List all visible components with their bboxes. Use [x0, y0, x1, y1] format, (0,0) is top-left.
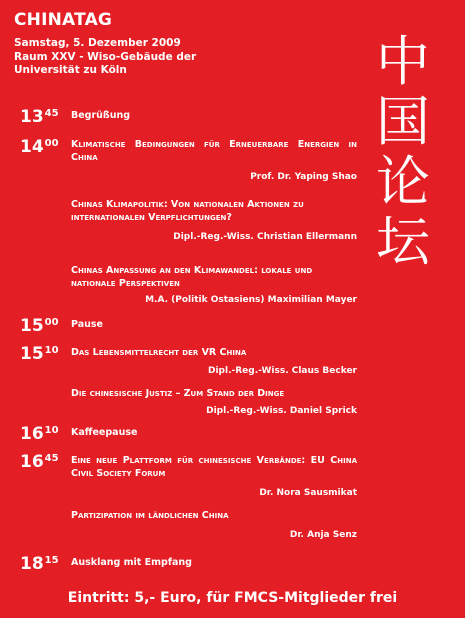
chinese-vertical-title: [373, 32, 433, 272]
schedule-item: Pause: [71, 319, 103, 330]
time-hour: 13: [20, 107, 44, 127]
time-minute: 00: [44, 138, 59, 149]
talk-title: Die chinesische Justiz – Zum Stand der Dinge: [71, 388, 285, 399]
event-date: Samstag, 5. Dezember 2009: [14, 37, 181, 49]
hanzi-char: 国: [376, 90, 430, 153]
talk-title: Chinas Anpassung an den Klimawandel: lokale und nationale Perspektiven: [71, 265, 313, 289]
hanzi-char: 坛: [376, 210, 430, 273]
time-slot: [20, 314, 59, 335]
schedule-item: Begrüßung: [71, 110, 131, 121]
talk-speaker: Dipl.-Reg.-Wiss. Christian Ellermann: [173, 232, 357, 242]
time-hour: 15: [20, 344, 44, 364]
time-hour: 16: [20, 452, 44, 472]
time-slot: [20, 552, 59, 573]
hanzi-char: 论: [376, 150, 430, 213]
talk-speaker: Dipl.-Reg.-Wiss. Claus Becker: [208, 366, 357, 376]
time-hour: 18: [20, 554, 44, 574]
talk-title: Klimatische Bedingungen für Erneuerbare Energien in China: [71, 139, 357, 163]
talk-title: Das Lebensmittelrecht der VR China: [71, 347, 247, 358]
time-minute: 00: [44, 317, 59, 328]
event-title: CHINATAG: [14, 10, 113, 30]
talk-title: Partizipation im ländlichen China: [71, 510, 229, 521]
talk-speaker: Dipl.-Reg.-Wiss. Daniel Sprick: [206, 406, 357, 416]
time-minute: 45: [44, 453, 59, 464]
talk-speaker: Dr. Nora Sausmikat: [259, 488, 357, 498]
admission-info: Eintritt: 5,- Euro, für FMCS-Mitglieder frei: [67, 590, 398, 606]
schedule-item: Kaffeepause: [71, 427, 138, 438]
time-minute: 10: [44, 345, 59, 356]
time-hour: 16: [20, 424, 44, 444]
time-hour: 14: [20, 137, 44, 157]
talk-speaker: Dr. Anja Senz: [289, 530, 357, 540]
event-room: Raum XXV - Wiso-Gebäude der: [14, 51, 197, 63]
event-university: Universität zu Köln: [14, 64, 127, 76]
time-minute: 10: [44, 425, 59, 436]
time-slot: [20, 342, 59, 363]
talk-speaker: M.A. (Politik Ostasiens) Maximilian Mayer: [145, 295, 357, 305]
time-slot: [20, 105, 59, 126]
time-minute: 15: [44, 555, 59, 566]
hanzi-char: 中: [376, 30, 430, 93]
time-slot: [20, 422, 59, 443]
talk-speaker: Prof. Dr. Yaping Shao: [250, 172, 357, 182]
schedule-item: Ausklang mit Empfang: [71, 557, 192, 568]
time-slot: [20, 135, 59, 156]
time-minute: 45: [44, 108, 59, 119]
time-slot: [20, 450, 59, 471]
talk-title: Chinas Klimapolitik: Von nationalen Aktionen zu internationalen Verpflichtungen?: [71, 199, 304, 223]
time-hour: 15: [20, 316, 44, 336]
talk-title: Eine neue Plattform für chinesische Verbände: EU China Civil Society Forum: [71, 455, 357, 479]
